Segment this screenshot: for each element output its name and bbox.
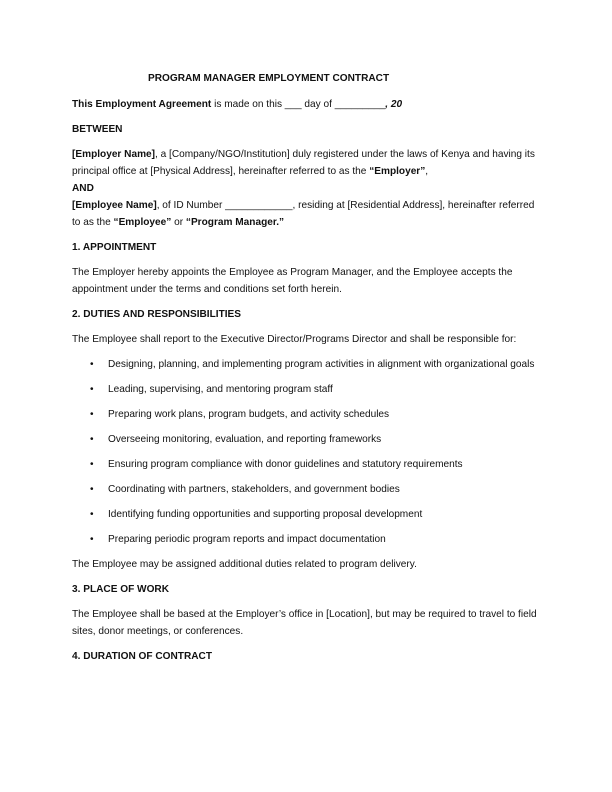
employee-name: [Employee Name] bbox=[72, 200, 157, 211]
section-place-text: The Employee shall be based at the Employer’s office in [Location], but may be required to travel to field sites, donor meetings, or conferences. bbox=[72, 609, 537, 637]
duty-text: Overseeing monitoring, evaluation, and reporting frameworks bbox=[108, 434, 382, 445]
duty-list-item bbox=[72, 531, 540, 548]
bullet-icon: • bbox=[90, 509, 94, 520]
bullet-icon: • bbox=[90, 534, 94, 545]
employee-paragraph bbox=[72, 197, 540, 231]
employee-role-1: “Employee” bbox=[113, 217, 172, 228]
duty-list-item bbox=[72, 506, 540, 523]
employer-role: “Employer” bbox=[369, 166, 426, 177]
duty-text: Leading, supervising, and mentoring program staff bbox=[108, 384, 333, 395]
employer-name: [Employer Name] bbox=[72, 149, 156, 160]
employee-text-1: , of ID Number ____________, residing at [Residential Address], hereinafter referred to as the bbox=[72, 200, 535, 228]
section-place-heading: 3. PLACE OF WORK bbox=[72, 584, 170, 595]
duties-list bbox=[72, 356, 540, 548]
duty-text: Coordinating with partners, stakeholders, and government bodies bbox=[108, 484, 400, 495]
duty-list-item bbox=[72, 481, 540, 498]
section-appointment-text: The Employer hereby appoints the Employee as Program Manager, and the Employee accepts the appointment under the terms and conditions set forth herein. bbox=[72, 267, 513, 295]
duty-list-item bbox=[72, 431, 540, 448]
bullet-icon: • bbox=[90, 459, 94, 470]
duty-list-item bbox=[72, 406, 540, 423]
employer-paragraph bbox=[72, 146, 540, 180]
duty-text: Preparing periodic program reports and impact documentation bbox=[108, 534, 386, 545]
between-label: BETWEEN bbox=[72, 124, 123, 135]
duty-list-item bbox=[72, 456, 540, 473]
contract-page bbox=[72, 70, 540, 673]
employer-text-2: , bbox=[425, 166, 429, 177]
bullet-icon: • bbox=[90, 384, 94, 395]
and-label: AND bbox=[72, 183, 94, 194]
duty-text: Designing, planning, and implementing program activities in alignment with organizational goals bbox=[108, 359, 535, 370]
section-duties-closing: The Employee may be assigned additional duties related to program delivery. bbox=[72, 559, 417, 570]
bullet-icon: • bbox=[90, 359, 94, 370]
intro-paragraph bbox=[72, 96, 540, 113]
duty-text: Ensuring program compliance with donor guidelines and statutory requirements bbox=[108, 459, 463, 470]
section-duties-heading: 2. DUTIES AND RESPONSIBILITIES bbox=[72, 309, 242, 320]
section-appointment-heading: 1. APPOINTMENT bbox=[72, 242, 157, 253]
intro-mid: is made on this ___ day of _________ bbox=[211, 99, 386, 110]
bullet-icon: • bbox=[90, 434, 94, 445]
employee-or: or bbox=[171, 217, 186, 228]
intro-bold-lead: This Employment Agreement bbox=[72, 99, 212, 110]
duty-list-item bbox=[72, 356, 540, 373]
duty-list-item bbox=[72, 381, 540, 398]
bullet-icon: • bbox=[90, 409, 94, 420]
section-duties-intro: The Employee shall report to the Executive Director/Programs Director and shall be responsible for: bbox=[72, 334, 517, 345]
section-duration-heading: 4. DURATION OF CONTRACT bbox=[72, 651, 212, 662]
employee-role-2: “Program Manager.” bbox=[185, 217, 285, 228]
duty-text: Preparing work plans, program budgets, and activity schedules bbox=[108, 409, 390, 420]
document-title: PROGRAM MANAGER EMPLOYMENT CONTRACT bbox=[148, 73, 390, 84]
employer-text-1: , a [Company/NGO/Institution] duly registered under the laws of Kenya and having its principal office at [Physical Address], hereinafter referred to as the bbox=[72, 149, 535, 177]
duty-text: Identifying funding opportunities and supporting proposal development bbox=[108, 509, 423, 520]
bullet-icon: • bbox=[90, 484, 94, 495]
intro-year: , 20 bbox=[385, 99, 403, 110]
